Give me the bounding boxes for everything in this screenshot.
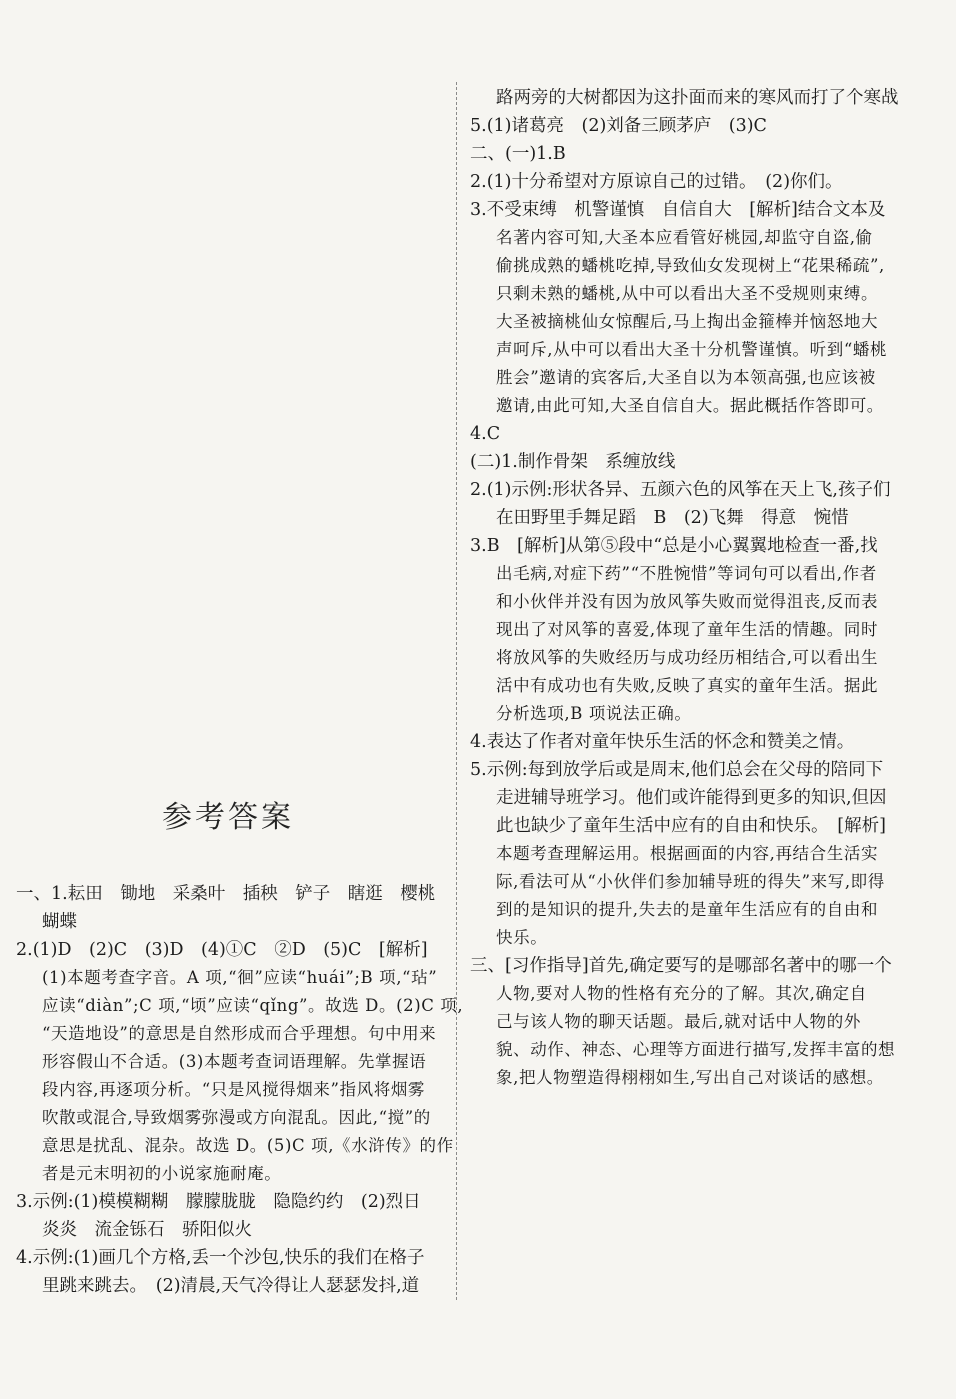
answer-line: 在田野里手舞足蹈 B (2)飞舞 得意 惋惜 [496, 508, 849, 528]
answer-block [470, 196, 900, 420]
answer-line: 和小伙伴并没有因为放风筝失败而觉得沮丧,反而表 [496, 592, 879, 611]
answer-line: 者是元末明初的小说家施耐庵。 [42, 1164, 282, 1183]
answer-line: 三、[习作指导]首先,确定要写的是哪部名著中的哪一个 [470, 956, 892, 976]
answer-line: 吹散或混合,导致烟雾弥漫或方向混乱。因此,“搅”的 [42, 1108, 431, 1127]
answer-line: 象,把人物塑造得栩栩如生,写出自己对谈话的感想。 [496, 1068, 884, 1087]
answer-line: 偷挑成熟的蟠桃吃掉,导致仙女发现树上“花果稀疏”, [496, 256, 885, 275]
answer-line: 此也缺少了童年生活中应有的自由和快乐。 [解析] [496, 816, 886, 836]
answer-line: 2.(1)D (2)C (3)D (4)①C ②D (5)C [解析] [16, 940, 428, 960]
answer-block [470, 532, 900, 728]
page-title: 参考答案 [162, 800, 294, 835]
column-divider [456, 82, 458, 1300]
answer-line: 名著内容可知,大圣本应看管好桃园,却监守自盗,偷 [496, 228, 873, 247]
answer-block [470, 952, 900, 1092]
answer-2 [16, 936, 464, 1188]
answer-line: 形容假山不合适。(3)本题考查词语理解。先掌握语 [42, 1052, 427, 1071]
answer-line: 人物,要对人物的性格有充分的了解。其次,确定自 [496, 984, 867, 1003]
answer-line: 里跳来跳去。 (2)清晨,天气冷得让人瑟瑟发抖,道 [42, 1276, 420, 1296]
answer-line: 4.C [470, 424, 501, 444]
section-heading: 二、(一)1.B [470, 144, 566, 164]
answer-line: 4.表达了作者对童年快乐生活的怀念和赞美之情。 [470, 732, 855, 752]
answer-line: 现出了对风筝的喜爱,体现了童年生活的情趣。同时 [496, 620, 879, 639]
answer-line: 路两旁的大树都因为这扑面而来的寒风而打了个寒战 [496, 88, 899, 108]
answer-line: 际,看法可从“小伙伴们参加辅导班的得失”来写,即得 [496, 872, 885, 891]
answer-line: 大圣被摘桃仙女惊醒后,马上掏出金箍棒并恼怒地大 [496, 312, 879, 331]
answer-line: 蝴蝶 [42, 912, 77, 932]
answer-line: 本题考查理解运用。根据画面的内容,再结合生活实 [496, 844, 879, 863]
answer-3 [16, 1188, 442, 1244]
answer-line: 段内容,再逐项分析。“只是风搅得烟来”指风将烟雾 [42, 1080, 426, 1099]
answer-line: 活中有成功也有失败,反映了真实的童年生活。据此 [496, 676, 879, 695]
answer-line: 己与该人物的聊天话题。最后,就对话中人物的外 [496, 1012, 861, 1031]
right-column [470, 84, 900, 1092]
answer-line: 3.不受束缚 机警谨慎 自信自大 [解析]结合文本及 [470, 200, 886, 220]
answer-line: 炎炎 流金铄石 骄阳似火 [42, 1220, 252, 1240]
answer-line: 出毛病,对症下药”“不胜惋惜”等词句可以看出,作者 [496, 564, 877, 583]
answer-block [470, 756, 900, 952]
answer-line: 一、1.耘田 锄地 采桑叶 插秧 铲子 瞎逛 樱桃 [16, 884, 436, 904]
answer-line: 3.示例:(1)模模糊糊 朦朦胧胧 隐隐约约 (2)烈日 [16, 1192, 421, 1212]
left-column [16, 880, 464, 1300]
answer-block [470, 476, 900, 532]
answer-line: 5.(1)诸葛亮 (2)刘备三顾茅庐 (3)C [470, 116, 767, 136]
answer-line: 将放风筝的失败经历与成功经历相结合,可以看出生 [496, 648, 879, 667]
answer-line: “天造地设”的意思是自然形成而合乎理想。句中用来 [42, 1024, 437, 1043]
answer-line: 2.(1)十分希望对方原谅自己的过错。 (2)你们。 [470, 172, 843, 192]
answer-line: (1)本题考查字音。A 项,“徊”应读“huái”;B 项,“玷” [42, 968, 438, 987]
answer-line: 快乐。 [496, 928, 548, 947]
section-heading: (二)1.制作骨架 系缠放线 [470, 452, 676, 472]
answer-line: 分析选项,B 项说法正确。 [496, 704, 692, 723]
answer-4 [16, 1244, 442, 1300]
answer-line: 走进辅导班学习。他们或许能得到更多的知识,但因 [496, 788, 887, 808]
answer-line: 应读“diàn”;C 项,“顷”应读“qǐng”。故选 D。(2)C 项, [42, 996, 464, 1015]
answer-line: 貌、动作、神态、心理等方面进行描写,发挥丰富的想 [496, 1040, 896, 1059]
answer-line: 到的是知识的提升,失去的是童年生活应有的自由和 [496, 900, 879, 919]
answer-line: 意思是扰乱、混杂。故选 D。(5)C 项,《水浒传》的作 [42, 1136, 454, 1155]
answer-line: 声呵斥,从中可以看出大圣十分机警谨慎。听到“蟠桃 [496, 340, 888, 359]
answer-line: 4.示例:(1)画几个方格,丢一个沙包,快乐的我们在格子 [16, 1248, 425, 1268]
answer-1 [16, 880, 442, 936]
answer-line: 3.B [解析]从第⑤段中“总是小心翼翼地检查一番,找 [470, 536, 878, 556]
answer-line: 2.(1)示例:形状各异、五颜六色的风筝在天上飞,孩子们 [470, 480, 891, 500]
answer-line: 胜会”邀请的宾客后,大圣自以为本领高强,也应该被 [496, 368, 876, 387]
answer-line: 5.示例:每到放学后或是周末,他们总会在父母的陪同下 [470, 760, 884, 780]
answer-line: 邀请,由此可知,大圣自信自大。据此概括作答即可。 [496, 396, 884, 415]
answer-line: 只剩未熟的蟠桃,从中可以看出大圣不受规则束缚。 [496, 284, 879, 303]
